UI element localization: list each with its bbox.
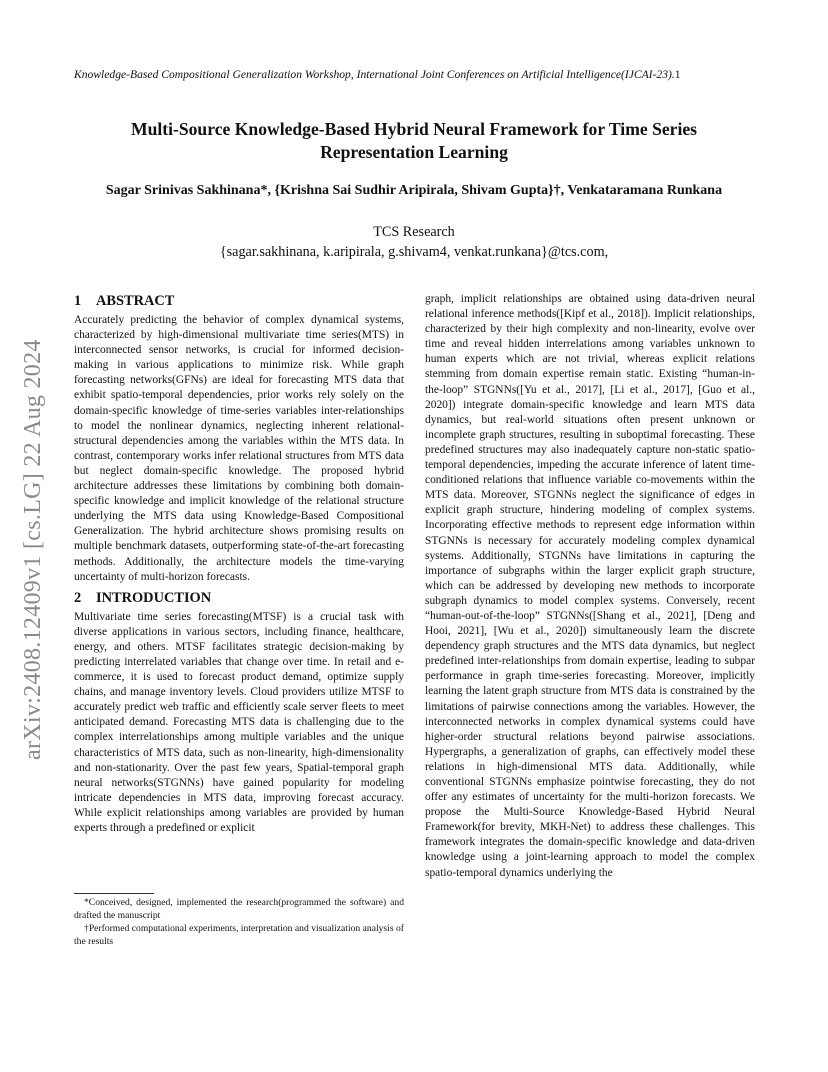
running-header bbox=[74, 68, 794, 81]
affiliation: TCS Research bbox=[373, 224, 455, 240]
arxiv-stamp: arXiv:2408.12409v1 [cs.LG] 22 Aug 2024 bbox=[20, 339, 46, 760]
section-title: INTRODUCTION bbox=[96, 589, 212, 606]
footnotes bbox=[74, 896, 404, 948]
page-number: 1 bbox=[674, 68, 681, 81]
left-column bbox=[74, 292, 404, 836]
author-list: Sagar Srinivas Sakhinana*, {Krishna Sai Sudhir Aripirala, Shivam Gupta}†, Venkataramana Runkana bbox=[105, 183, 723, 198]
email-list: {sagar.sakhinana, k.aripirala, g.shivam4, venkat.runkana}@tcs.com, bbox=[219, 244, 609, 260]
footnote-divider bbox=[74, 893, 154, 894]
section-heading-abstract bbox=[74, 292, 404, 310]
section-heading-introduction bbox=[74, 589, 404, 607]
footnote-2: †Performed computational experiments, interpretation and visualization analysis of the results bbox=[74, 923, 404, 947]
venue-text: Knowledge-Based Compositional Generalization Workshop, International Joint Conferences on Artificial Intelligence(IJCAI-23). bbox=[74, 68, 675, 81]
section-number: 1 bbox=[74, 293, 82, 309]
section-title: ABSTRACT bbox=[96, 293, 175, 309]
footnote-1: *Conceived, designed, implemented the research(programmed the software) and drafted the manuscript bbox=[74, 897, 404, 921]
section-number: 2 bbox=[74, 589, 82, 606]
affiliation-block bbox=[74, 222, 754, 262]
introduction-text-left: Multivariate time series forecasting(MTSF) is a crucial task with diverse applications in various sectors, including finance, healthcare, energy, and others. MTSF facilitates strategic decision-making by predicting interrelated variables that change over time. In retail and e-commerce, it is used to forecast product demand, optimize supply chains, and manage inventory levels. Cloud providers utilize MTSF to accurately predict web traffic and efficiently scale server fleets to meet anticipated demand. Forecasting MTS data is challenging due to the complex interrelationships among multiple variables and the unique characteristics of MTS data, such as non-linearity, high-dimensionality and non-stationarity. Over the past few years, Spatial-temporal graph neural networks(STGNNs) have gained popularity for modeling intricate dependencies in MTS data, improving forecast accuracy. While explicit relationships among variables are provided by human experts through a predefined or explicit bbox=[74, 610, 404, 834]
paper-title: Multi-Source Knowledge-Based Hybrid Neural Framework for Time Series Representation Learning bbox=[130, 119, 698, 162]
right-column bbox=[425, 292, 755, 881]
abstract-text: Accurately predicting the behavior of complex dynamical systems, characterized by high-dimensional multivariate time series(MTS) in interconnected sensor networks, is crucial for informed decision-making in various applications to minimize risk. While graph forecasting networks(GFNs) are ideal for forecasting MTS data that exhibit spatio-temporal dependencies, prior works rely solely on the domain-specific knowledge of time-series variables inter-relationships to model the nonlinear dynamics, neglecting inherent relational-structural dependencies among the variables within the MTS data. In contrast, contemporary works infer relational structures from MTS data but neglect domain-specific knowledge. The proposed hybrid architecture addresses these limitations by combining both domain-specific knowledge and implicit knowledge of the relational structure underlying the MTS data using Knowledge-Based Compositional Generalization. The hybrid architecture shows promising results on multiple benchmark datasets, outperforming state-of-the-art forecasting methods. Additionally, the architecture models the time-varying uncertainty of multi-horizon forecasts. bbox=[74, 314, 404, 583]
introduction-text-right: graph, implicit relationships are obtained using data-driven neural relational inference methods([Kipf et al., 2018]). Implicit relationships, characterized by their high complexity and non-linearity, evolve over time and reveal hidden interrelations among variables unknown to human experts which are not trivial, whereas explicit relations stemming from domain expertise remain static. Existing “human-in-the-loop” STGNNs([Yu et al., 2017], [Li et al., 2017], [Guo et al., 2020]) integrate domain-specific knowledge and learn MTS data dynamics, but real-world situations often present unknown or incomplete graph structures, resulting in suboptimal forecasting. These predefined structures may also inadequately capture non-static spatio-temporal dependencies, impeding the accurate inference of latent time-conditioned relations that influence variable co-movements within the MTS data. Moreover, STGNNs neglect the significance of edges in explicit graph structure, hindering modeling of complex systems. Incorporating effective methods to represent edge information within STGNNs is necessary for accurately modeling complex dynamical systems. Additionally, STGNNs have limitations in capturing the importance of subgraphs within the larger explicit graph structure, which can be addressed by developing new methods to incorporate subgraph dynamics to model complex systems. Conversely, recent “human-out-of-the-loop” STGNNs([Shang et al., 2021], [Deng and Hooi, 2021], [Wu et al., 2020]) simultaneously learn the discrete dependency graph structures and the MTS data dynamics, but neglect predefined inter-relationships from domain expertise, leading to subpar performance in graph time-series forecasting. Moreover, implicitly learning the latent graph structure from MTS data is constrained by the limitations of pairwise connections among the variables. However, the interconnected networks in complex dynamical systems could have higher-order structural relations beyond pairwise associations. Hypergraphs, a generalization of graphs, can effectively model these relations in high-dimensional MTS data. Additionally, while conventional STGNNs emphasize pointwise forecasting, they do not offer any estimates of uncertainty for the multi-horizon forecasts. We propose the Multi-Source Knowledge-Based Hybrid Neural Framework(for brevity, MKH-Net) to address these challenges. This framework integrates the domain-specific knowledge and data-driven knowledge using a joint-learning approach to model the complex spatio-temporal dynamics underlying the bbox=[425, 293, 755, 879]
